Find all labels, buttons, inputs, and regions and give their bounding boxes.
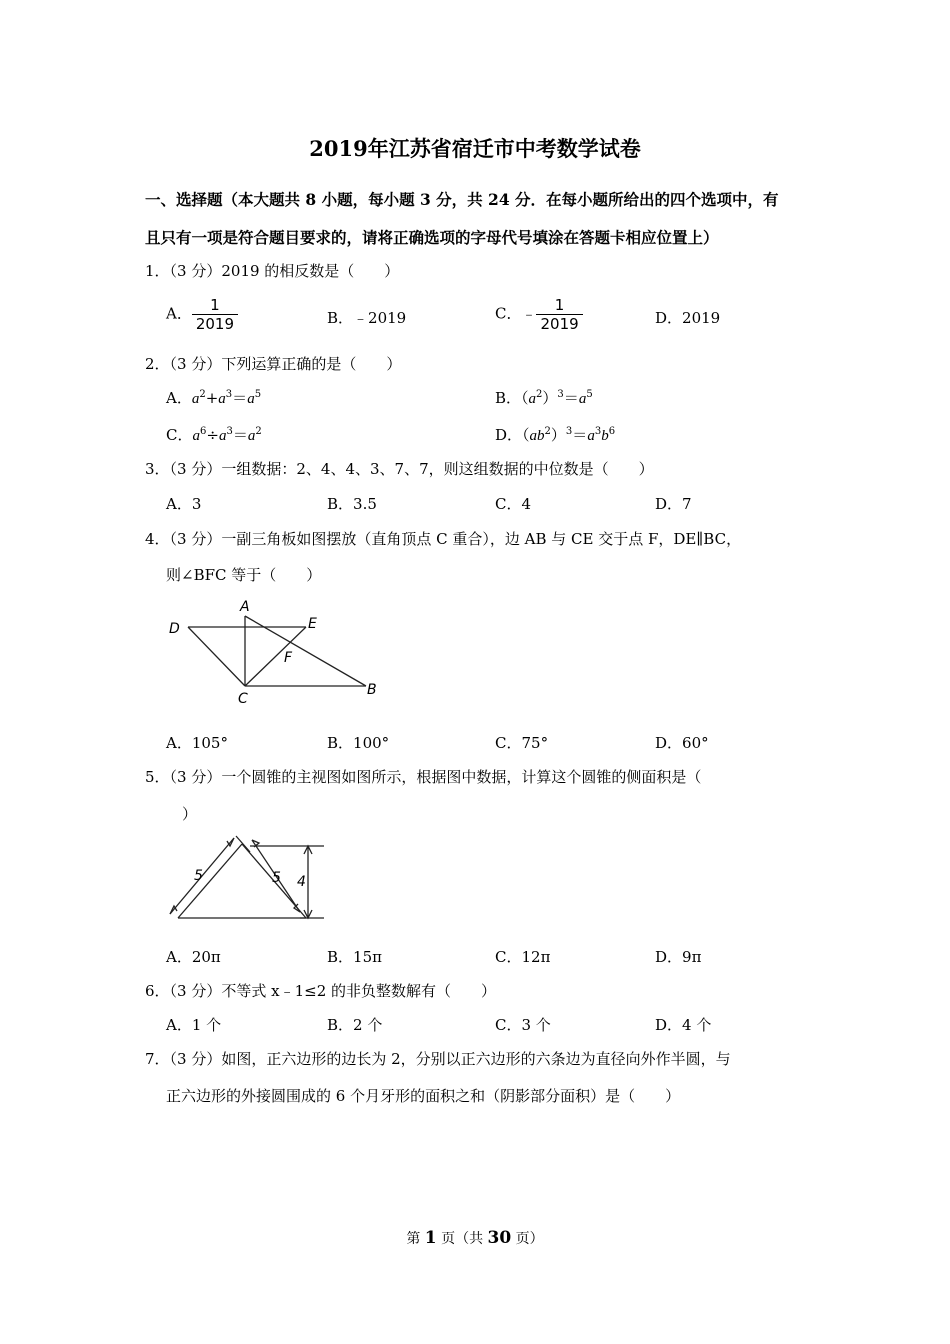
q5-cone-figure	[160, 830, 330, 926]
page-title: 2019年江苏省宿迁市中考数学试卷	[309, 136, 641, 161]
q4-label-f: F	[284, 650, 293, 666]
q5-label-left: 5	[194, 868, 203, 884]
page-footer	[0, 1228, 950, 1248]
footer-mid: 页（共	[436, 1231, 488, 1247]
q5-label-right: 5	[272, 870, 281, 886]
q4-option-c: C．75°	[495, 734, 549, 752]
footer-post: 页）	[511, 1231, 544, 1247]
q5-option-d: D．9π	[655, 948, 702, 966]
q6-option-c: C．3 个	[495, 1016, 551, 1034]
q1-a-denominator: 2019	[192, 314, 238, 333]
q3-option-c: C．4	[495, 495, 532, 513]
q6-option-a: A．1 个	[166, 1016, 222, 1034]
q1-option-c	[495, 296, 583, 333]
q4-stem	[145, 528, 741, 549]
q5-option-c: C．12π	[495, 948, 551, 966]
q2-option-b: B．$(a^2)^3=a^5$	[495, 389, 593, 407]
q6-stem: 6．（3 分）不等式 x﹣1≤2 的非负整数解有（ ）	[145, 982, 497, 1000]
q1-a-fraction	[192, 296, 238, 333]
q3-option-d: D．7	[655, 495, 692, 513]
q1-c-fraction	[536, 296, 582, 333]
section-header-line1: 一、选择题（本大题共 8 小题，每小题 3 分，共 24 分．在每小题所给出的四个选项中，有	[145, 190, 779, 209]
q7-stem-line2: 正六边形的外接圆围成的 6 个月牙形的面积之和（阴影部分面积）是（ ）	[166, 1087, 681, 1105]
q4-line-ce	[245, 627, 306, 686]
q4-label-b: B	[367, 682, 377, 698]
q5-label-height: 4	[297, 874, 306, 890]
q4-stem-line2: 则∠BFC 等于（ ）	[166, 566, 322, 584]
q1-option-a	[166, 296, 238, 333]
q6-option-b: B．2 个	[327, 1016, 383, 1034]
q2-option-d: D．$(ab^2)^3=a^3b^6$	[495, 426, 616, 444]
q1-option-d: D．2019	[655, 309, 721, 327]
q4-label-e: E	[308, 616, 317, 632]
footer-total-pages: 30	[487, 1228, 512, 1248]
q1-c-numerator: 1	[554, 296, 565, 314]
footer-pre: 第	[406, 1231, 425, 1247]
section-header-line2: 且只有一项是符合题目要求的，请将正确选项的字母代号填涂在答题卡相应位置上）	[145, 228, 719, 247]
q2-option-a: A．$a^2+a^3=a^5$	[166, 389, 262, 407]
q5-stem: 5．（3 分）一个圆锥的主视图如图所示，根据图中数据，计算这个圆锥的侧面积是（	[145, 768, 702, 786]
q4-option-d: D．60°	[655, 734, 709, 752]
q4-label-a: A	[240, 599, 250, 615]
q1-c-label: C．﹣	[495, 304, 537, 323]
q4-stem-rest: C 重合），边 AB 与 CE 交于点 F，DE∥BC，	[436, 530, 742, 548]
q4-option-a: A．105°	[166, 734, 228, 752]
q3-stem: 3．（3 分）一组数据：2、4、4、3、7、7，则这组数据的中位数是（ ）	[145, 460, 654, 478]
q5-left-side	[178, 844, 242, 918]
q5-option-b: B．15π	[327, 948, 382, 966]
footer-page-number: 1	[424, 1228, 437, 1248]
q3-option-b: B．3.5	[327, 495, 377, 513]
q1-stem: 1．（3 分）2019 的相反数是（ ）	[145, 262, 400, 280]
q4-line-dc	[188, 627, 245, 686]
q4-triangle-figure	[160, 596, 390, 708]
q3-option-a: A．3	[166, 495, 202, 513]
q5-option-a: A．20π	[166, 948, 221, 966]
q1-a-label: A．	[166, 304, 192, 323]
q4-label-c: C	[238, 691, 248, 707]
q2-option-c: C．$a^6\div a^3=a^2$	[166, 426, 262, 444]
q1-option-b: B．﹣2019	[327, 309, 407, 327]
q1-c-denominator: 2019	[536, 314, 582, 333]
q5-stem-line2: ）	[182, 805, 198, 823]
q2-stem: 2．（3 分）下列运算正确的是（ ）	[145, 355, 402, 373]
q5-apex-tick	[236, 836, 250, 852]
q4-label-d: D	[169, 621, 180, 637]
q4-option-b: B．100°	[327, 734, 390, 752]
q6-option-d: D．4 个	[655, 1016, 712, 1034]
q7-stem-line1: 7．（3 分）如图，正六边形的边长为 2，分别以正六边形的六条边为直径向外作半圆，与	[145, 1050, 731, 1068]
q1-a-numerator: 1	[210, 296, 220, 314]
q4-stem-prefix: 4．（3 分）一副三角板如图摆放（直角顶点	[145, 530, 437, 548]
